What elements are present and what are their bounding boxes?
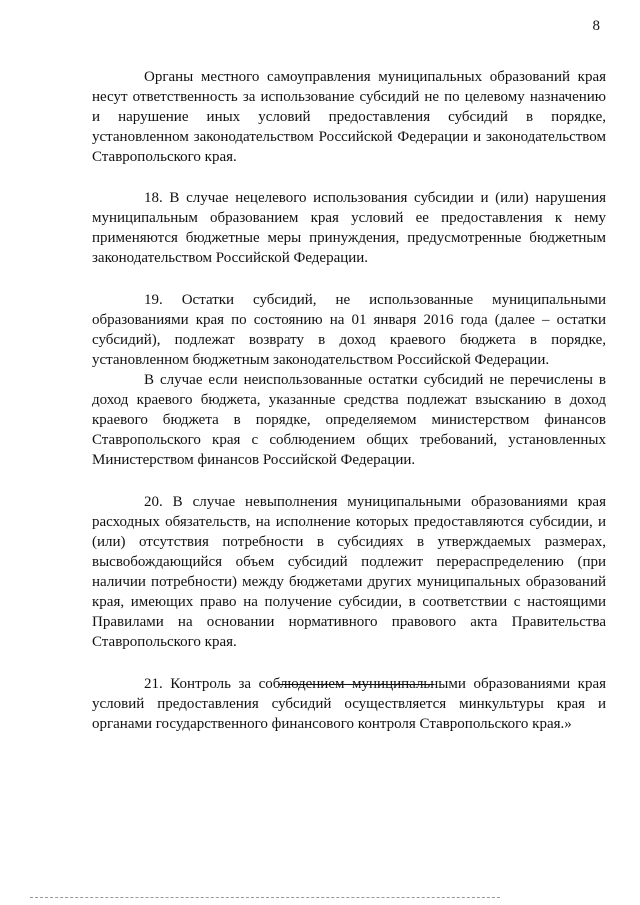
paragraph-item-20: 20. В случае невыполнения муниципальными образованиями края расходных обязательств, на исполнение которых предоставляются субсидии, и (или) отсутствия потребности в субсидиях в утверждаемых размерах, высвобождающийся объем субсидий подлежит перераспределению (при наличии потребности) между бюджетами других муниципальных образований края, имеющих право на получение субсидии, в соответствии с настоящими Правилами на основании нормативного правового акта Правительства Ставропольского края. — [92, 494, 606, 650]
paragraph-item-19-continued: В случае если неиспользованные остатки субсидий не перечислены в доход краевого бюджета, указанные средства подлежат взысканию в доход краевого бюджета в порядке, определяемом министерством финансов Ставропольского края с соблюдением общих требований, установленных Министерством финансов Российской Федерации. — [92, 372, 606, 468]
document-body — [92, 67, 606, 734]
scan-edge-line — [30, 897, 500, 898]
paragraph-item-19: 19. Остатки субсидий, не использованные муниципальными образованиями края по состоянию на 01 января 2016 года (далее – остатки субсидий), подлежат возврату в доход краевого бюджета в порядке, установленном бюджетным законодательством Российской Федерации. — [92, 292, 606, 368]
paragraph-responsibility: Органы местного самоуправления муниципальных образований края несут ответственность за использование субсидий не по целевому назначению и нарушение иных условий предоставления субсидий в порядке, установленном законодательством Российской Федерации и законодательством Ставропольского края. — [92, 69, 606, 165]
end-divider-line — [278, 684, 434, 685]
paragraph-item-18: 18. В случае нецелевого использования субсидии и (или) нарушения муниципальным образованием края условий ее предоставления к нему применяются бюджетные меры принуждения, предусмотренные бюджетным законодательством Российской Федерации. — [92, 190, 606, 266]
paragraph-item-21: 21. Контроль за соблюдением муниципальными образованиями края условий предоставления субсидий осуществляется минкультуры края и органами государственного финансового контроля Ставропольского края.» — [92, 676, 606, 732]
page-number: 8 — [592, 18, 600, 34]
